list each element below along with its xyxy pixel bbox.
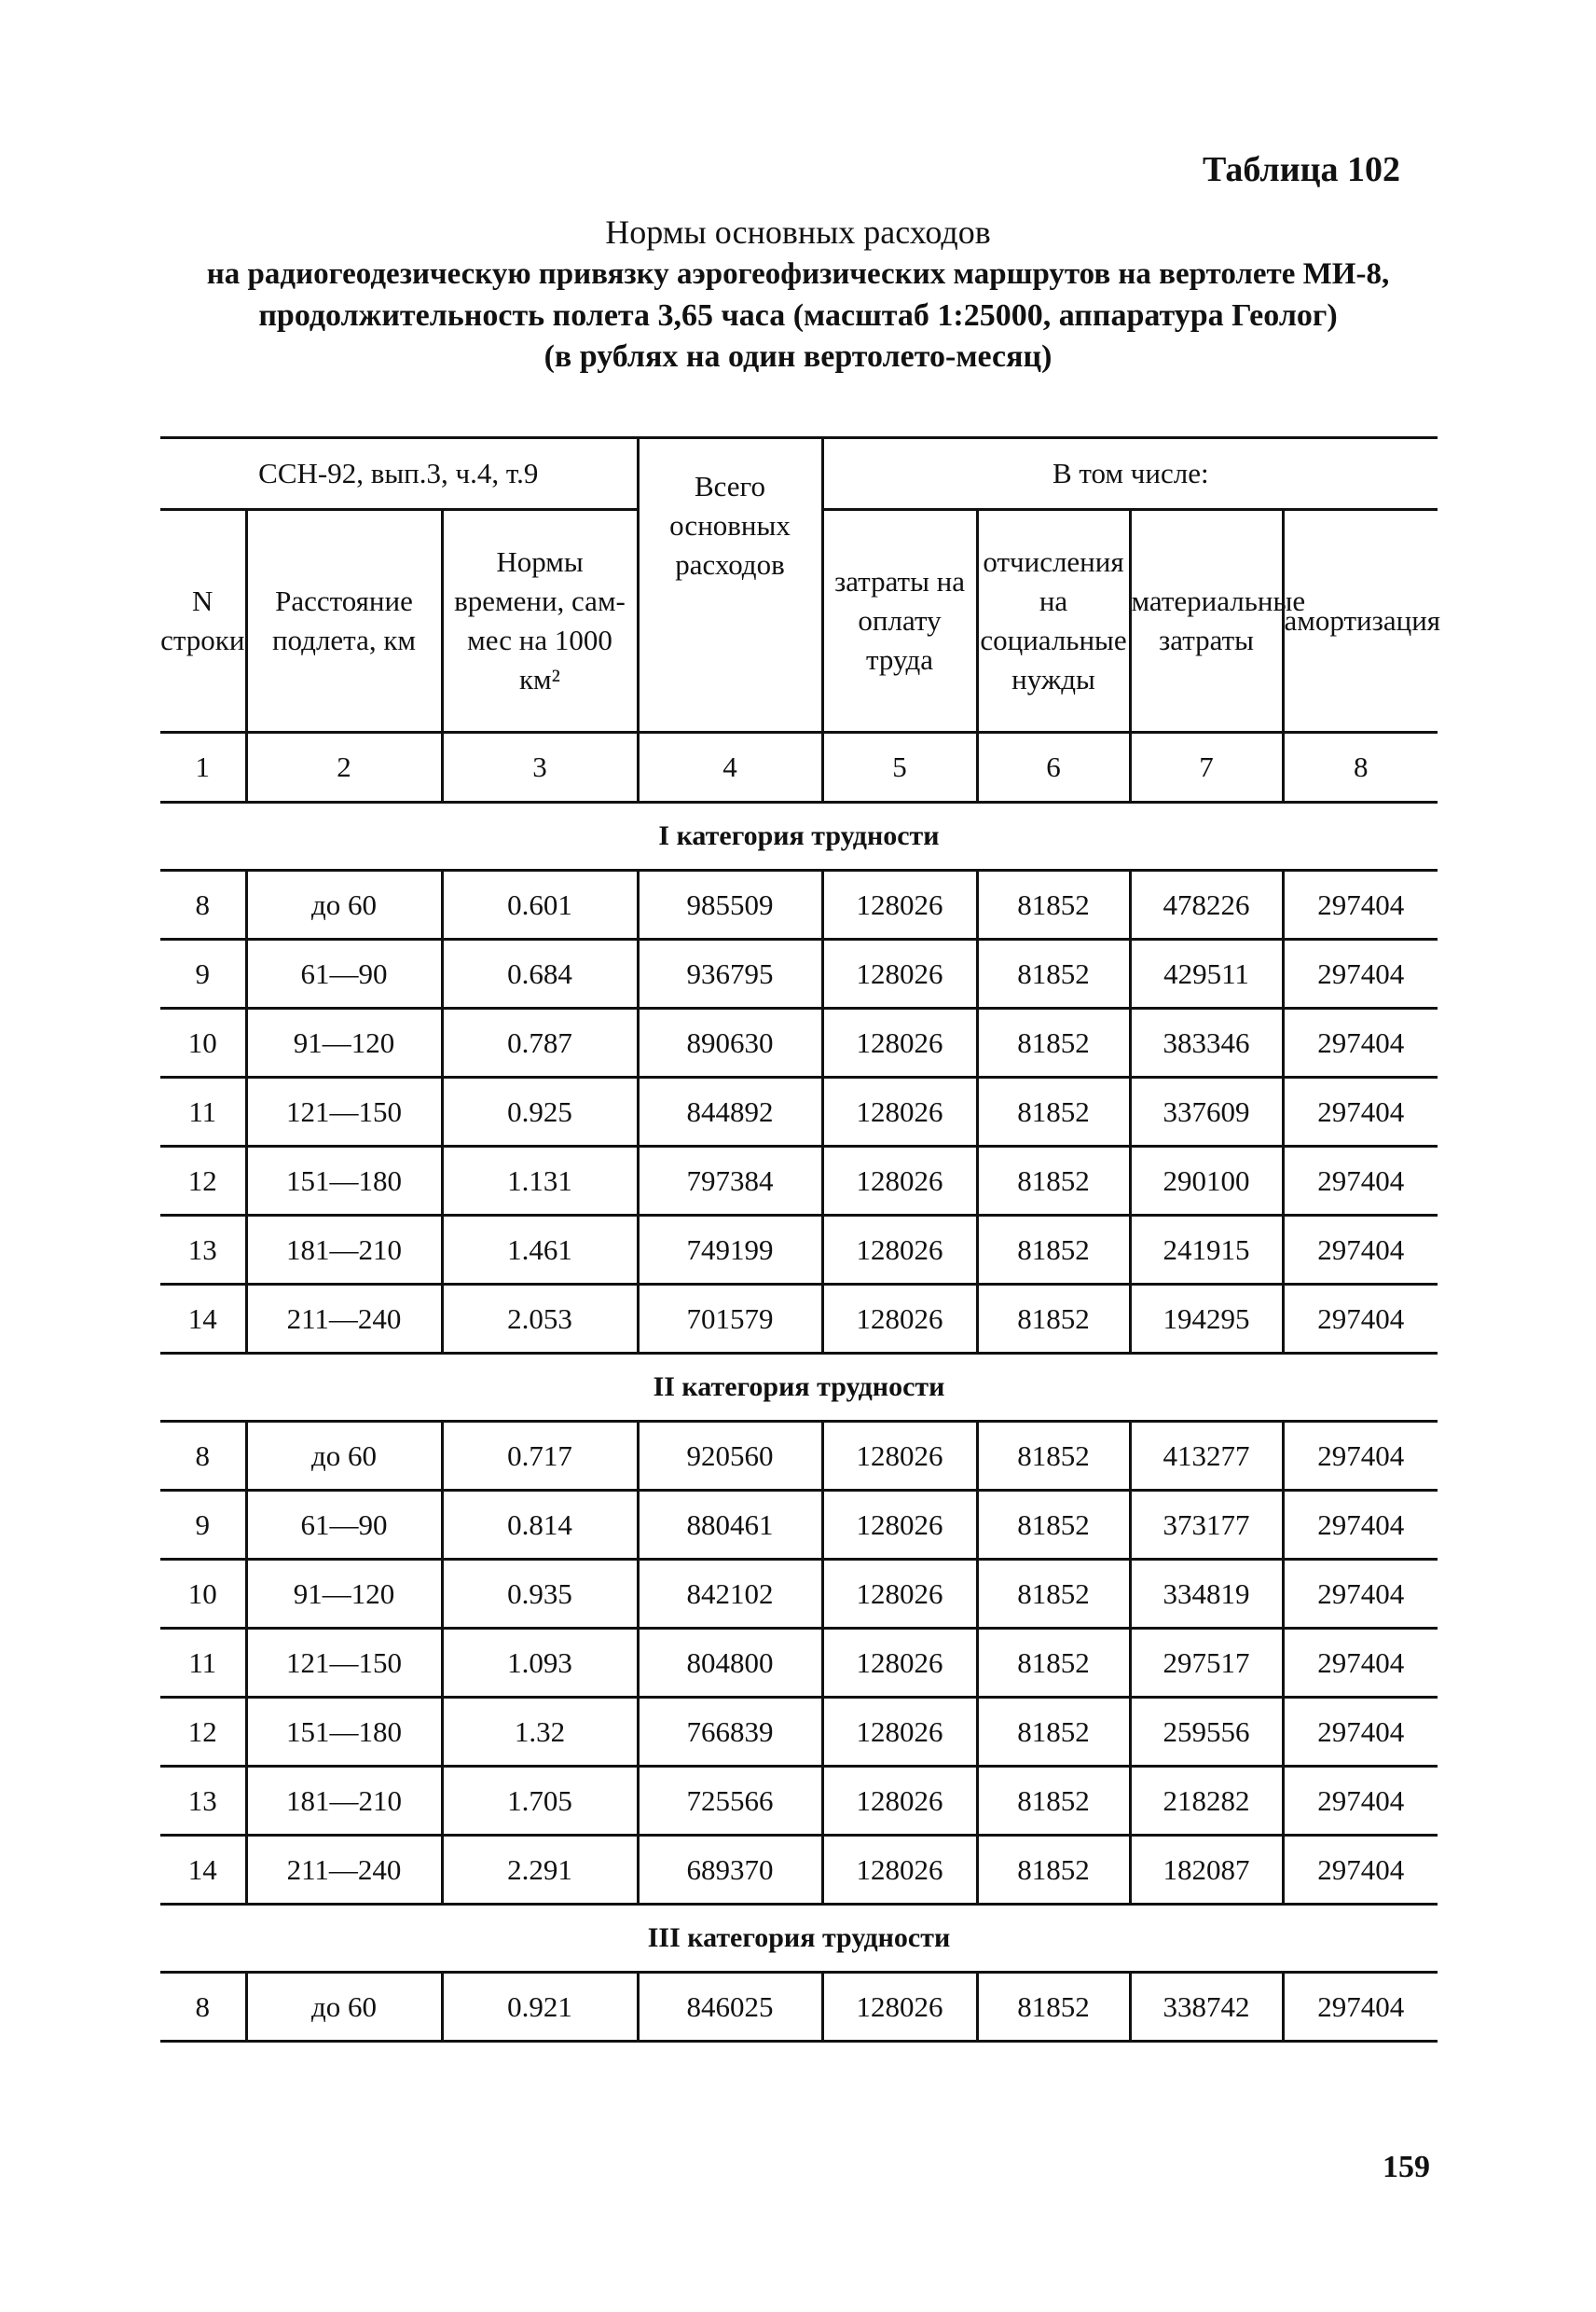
- table-cell: до 60: [246, 1422, 442, 1491]
- table-cell: 1.131: [442, 1147, 638, 1216]
- table-cell: 383346: [1130, 1009, 1283, 1078]
- table-cell: 181—210: [246, 1767, 442, 1836]
- column-number: 5: [822, 733, 977, 803]
- column-number: 3: [442, 733, 638, 803]
- table-cell: 91—120: [246, 1009, 442, 1078]
- table-cell: 297404: [1283, 940, 1438, 1009]
- table-cell: 128026: [822, 1629, 977, 1698]
- table-cell: 890630: [638, 1009, 822, 1078]
- table-cell: 297404: [1283, 1560, 1438, 1629]
- table-cell: 725566: [638, 1767, 822, 1836]
- table-cell: 297404: [1283, 1973, 1438, 2042]
- table-cell: 91—120: [246, 1560, 442, 1629]
- table-body: [160, 803, 1438, 2042]
- table-cell: 0.814: [442, 1491, 638, 1560]
- table-cell: 81852: [977, 940, 1130, 1009]
- table-cell: 297404: [1283, 1767, 1438, 1836]
- table-cell: 8: [160, 1973, 246, 2042]
- header-row-groups: [160, 438, 1438, 510]
- table-cell: до 60: [246, 871, 442, 940]
- table-cell: 128026: [822, 940, 977, 1009]
- table-cell: 701579: [638, 1285, 822, 1354]
- table-cell: 13: [160, 1216, 246, 1285]
- table-cell: 81852: [977, 1560, 1130, 1629]
- table-cell: 128026: [822, 1078, 977, 1147]
- table-cell: 297404: [1283, 1491, 1438, 1560]
- table-cell: 297404: [1283, 1009, 1438, 1078]
- table-subtitle-line-1: на радиогеодезическую привязку аэрогеофизических маршрутов на вертолете МИ-8,: [206, 257, 1390, 291]
- table-cell: 151—180: [246, 1147, 442, 1216]
- table-cell: 290100: [1130, 1147, 1283, 1216]
- table-cell: 373177: [1130, 1491, 1283, 1560]
- table-cell: 12: [160, 1147, 246, 1216]
- table-cell: 0.925: [442, 1078, 638, 1147]
- table-cell: 121—150: [246, 1078, 442, 1147]
- table-cell: 297404: [1283, 1836, 1438, 1905]
- header-wages: затраты на оплату труда: [822, 510, 977, 733]
- table-cell: 842102: [638, 1560, 822, 1629]
- table-cell: 128026: [822, 1285, 977, 1354]
- table-cell: 11: [160, 1078, 246, 1147]
- table-cell: 1.32: [442, 1698, 638, 1767]
- header-material-costs: материальные затраты: [1130, 510, 1283, 733]
- table-row: [160, 1629, 1438, 1698]
- table-cell: 121—150: [246, 1629, 442, 1698]
- section-title: III категория трудности: [160, 1905, 1438, 1973]
- column-number: 4: [638, 733, 822, 803]
- table-cell: 297404: [1283, 1285, 1438, 1354]
- header-including: В том числе:: [822, 438, 1438, 510]
- table-row: [160, 1767, 1438, 1836]
- table-cell: 920560: [638, 1422, 822, 1491]
- table-cell: 846025: [638, 1973, 822, 2042]
- table-cell: 10: [160, 1009, 246, 1078]
- table-cell: 81852: [977, 1422, 1130, 1491]
- table-cell: 128026: [822, 1698, 977, 1767]
- table-cell: 297404: [1283, 1422, 1438, 1491]
- table-cell: 182087: [1130, 1836, 1283, 1905]
- table-cell: 334819: [1130, 1560, 1283, 1629]
- table-cell: 0.935: [442, 1560, 638, 1629]
- header-time-norms: Нормы времени, сам-мес на 1000 км²: [442, 510, 638, 733]
- table-cell: 2.291: [442, 1836, 638, 1905]
- table-cell: 413277: [1130, 1422, 1283, 1491]
- table-cell: 1.705: [442, 1767, 638, 1836]
- section-title: I категория трудности: [160, 803, 1438, 871]
- table-cell: 478226: [1130, 871, 1283, 940]
- norms-table: [160, 436, 1441, 2043]
- header-row-number: N строки: [160, 510, 246, 733]
- table-cell: 9: [160, 1491, 246, 1560]
- table-title: Нормы основных расходов: [605, 213, 991, 251]
- header-social-contributions: отчисления на социальные нужды: [977, 510, 1130, 733]
- table-cell: 338742: [1130, 1973, 1283, 2042]
- section-header-row: [160, 1905, 1438, 1973]
- table-cell: 194295: [1130, 1285, 1283, 1354]
- table-cell: 81852: [977, 1767, 1130, 1836]
- table-row: [160, 1973, 1438, 2042]
- table-row: [160, 1147, 1438, 1216]
- header-total-costs: Всего основных расходов: [638, 438, 822, 733]
- table-row: [160, 1836, 1438, 1905]
- table-cell: 81852: [977, 1973, 1130, 2042]
- header-distance: Расстояние подлета, км: [246, 510, 442, 733]
- table-cell: 128026: [822, 871, 977, 940]
- table-cell: 128026: [822, 1836, 977, 1905]
- table-cell: 241915: [1130, 1216, 1283, 1285]
- table-row: [160, 1698, 1438, 1767]
- table-subtitle-line-3: (в рублях на один вертолето-месяц): [543, 339, 1053, 374]
- table-cell: 936795: [638, 940, 822, 1009]
- table-cell: 0.684: [442, 940, 638, 1009]
- section-header-row: [160, 1354, 1438, 1422]
- table-cell: 181—210: [246, 1216, 442, 1285]
- table-cell: 297404: [1283, 1216, 1438, 1285]
- table-cell: 128026: [822, 1147, 977, 1216]
- table-cell: 297517: [1130, 1629, 1283, 1698]
- column-number: 8: [1283, 733, 1438, 803]
- table-cell: 297404: [1283, 1147, 1438, 1216]
- table-cell: 0.921: [442, 1973, 638, 2042]
- table-row: [160, 1560, 1438, 1629]
- table-cell: 14: [160, 1836, 246, 1905]
- table-cell: 128026: [822, 1767, 977, 1836]
- table-cell: 10: [160, 1560, 246, 1629]
- table-row: [160, 871, 1438, 940]
- table-row: [160, 1009, 1438, 1078]
- table-cell: 81852: [977, 1009, 1130, 1078]
- table-cell: 429511: [1130, 940, 1283, 1009]
- table-row: [160, 1216, 1438, 1285]
- table-cell: 337609: [1130, 1078, 1283, 1147]
- table-row: [160, 1491, 1438, 1560]
- table-cell: 81852: [977, 871, 1130, 940]
- table-cell: 128026: [822, 1560, 977, 1629]
- table-cell: 8: [160, 1422, 246, 1491]
- table-cell: 985509: [638, 871, 822, 940]
- table-row: [160, 940, 1438, 1009]
- table-row: [160, 1422, 1438, 1491]
- table-cell: 211—240: [246, 1836, 442, 1905]
- table-cell: 81852: [977, 1491, 1130, 1560]
- table-row: [160, 1078, 1438, 1147]
- table-cell: 11: [160, 1629, 246, 1698]
- table-cell: до 60: [246, 1973, 442, 2042]
- table-cell: 81852: [977, 1836, 1130, 1905]
- table-cell: 13: [160, 1767, 246, 1836]
- table-label: Таблица 102: [1202, 150, 1400, 189]
- table-cell: 0.787: [442, 1009, 638, 1078]
- table-cell: 9: [160, 940, 246, 1009]
- table-cell: 2.053: [442, 1285, 638, 1354]
- table-cell: 128026: [822, 1491, 977, 1560]
- table-cell: 766839: [638, 1698, 822, 1767]
- table-cell: 689370: [638, 1836, 822, 1905]
- table-cell: 844892: [638, 1078, 822, 1147]
- page-number: 159: [1383, 2150, 1430, 2184]
- table-cell: 1.461: [442, 1216, 638, 1285]
- table-cell: 218282: [1130, 1767, 1283, 1836]
- section-title: II категория трудности: [160, 1354, 1438, 1422]
- table-cell: 1.093: [442, 1629, 638, 1698]
- table-cell: 804800: [638, 1629, 822, 1698]
- table-cell: 81852: [977, 1629, 1130, 1698]
- table-cell: 749199: [638, 1216, 822, 1285]
- table-cell: 297404: [1283, 1078, 1438, 1147]
- table-cell: 259556: [1130, 1698, 1283, 1767]
- column-number: 1: [160, 733, 246, 803]
- table-cell: 61—90: [246, 1491, 442, 1560]
- table-cell: 211—240: [246, 1285, 442, 1354]
- table-cell: 81852: [977, 1285, 1130, 1354]
- column-number: 2: [246, 733, 442, 803]
- column-number-row: [160, 733, 1438, 803]
- table-cell: 81852: [977, 1147, 1130, 1216]
- table-cell: 297404: [1283, 871, 1438, 940]
- column-number: 7: [1130, 733, 1283, 803]
- section-header-row: [160, 803, 1438, 871]
- table-cell: 12: [160, 1698, 246, 1767]
- table-cell: 128026: [822, 1009, 977, 1078]
- table-cell: 81852: [977, 1216, 1130, 1285]
- table-cell: 880461: [638, 1491, 822, 1560]
- table-cell: 81852: [977, 1698, 1130, 1767]
- column-number: 6: [977, 733, 1130, 803]
- table-cell: 128026: [822, 1422, 977, 1491]
- header-source-reference: ССН-92, вып.3, ч.4, т.9: [160, 438, 638, 510]
- table-cell: 0.601: [442, 871, 638, 940]
- table-subtitle-line-2: продолжительность полета 3,65 часа (масштаб 1:25000, аппаратура Геолог): [258, 298, 1338, 333]
- table-cell: 8: [160, 871, 246, 940]
- table-cell: 128026: [822, 1973, 977, 2042]
- header-amortization: амортизация: [1283, 510, 1438, 733]
- table-cell: 81852: [977, 1078, 1130, 1147]
- table-cell: 797384: [638, 1147, 822, 1216]
- table-row: [160, 1285, 1438, 1354]
- table-cell: 151—180: [246, 1698, 442, 1767]
- table-cell: 61—90: [246, 940, 442, 1009]
- table-cell: 297404: [1283, 1698, 1438, 1767]
- table-cell: 14: [160, 1285, 246, 1354]
- table-cell: 128026: [822, 1216, 977, 1285]
- table-cell: 297404: [1283, 1629, 1438, 1698]
- table-cell: 0.717: [442, 1422, 638, 1491]
